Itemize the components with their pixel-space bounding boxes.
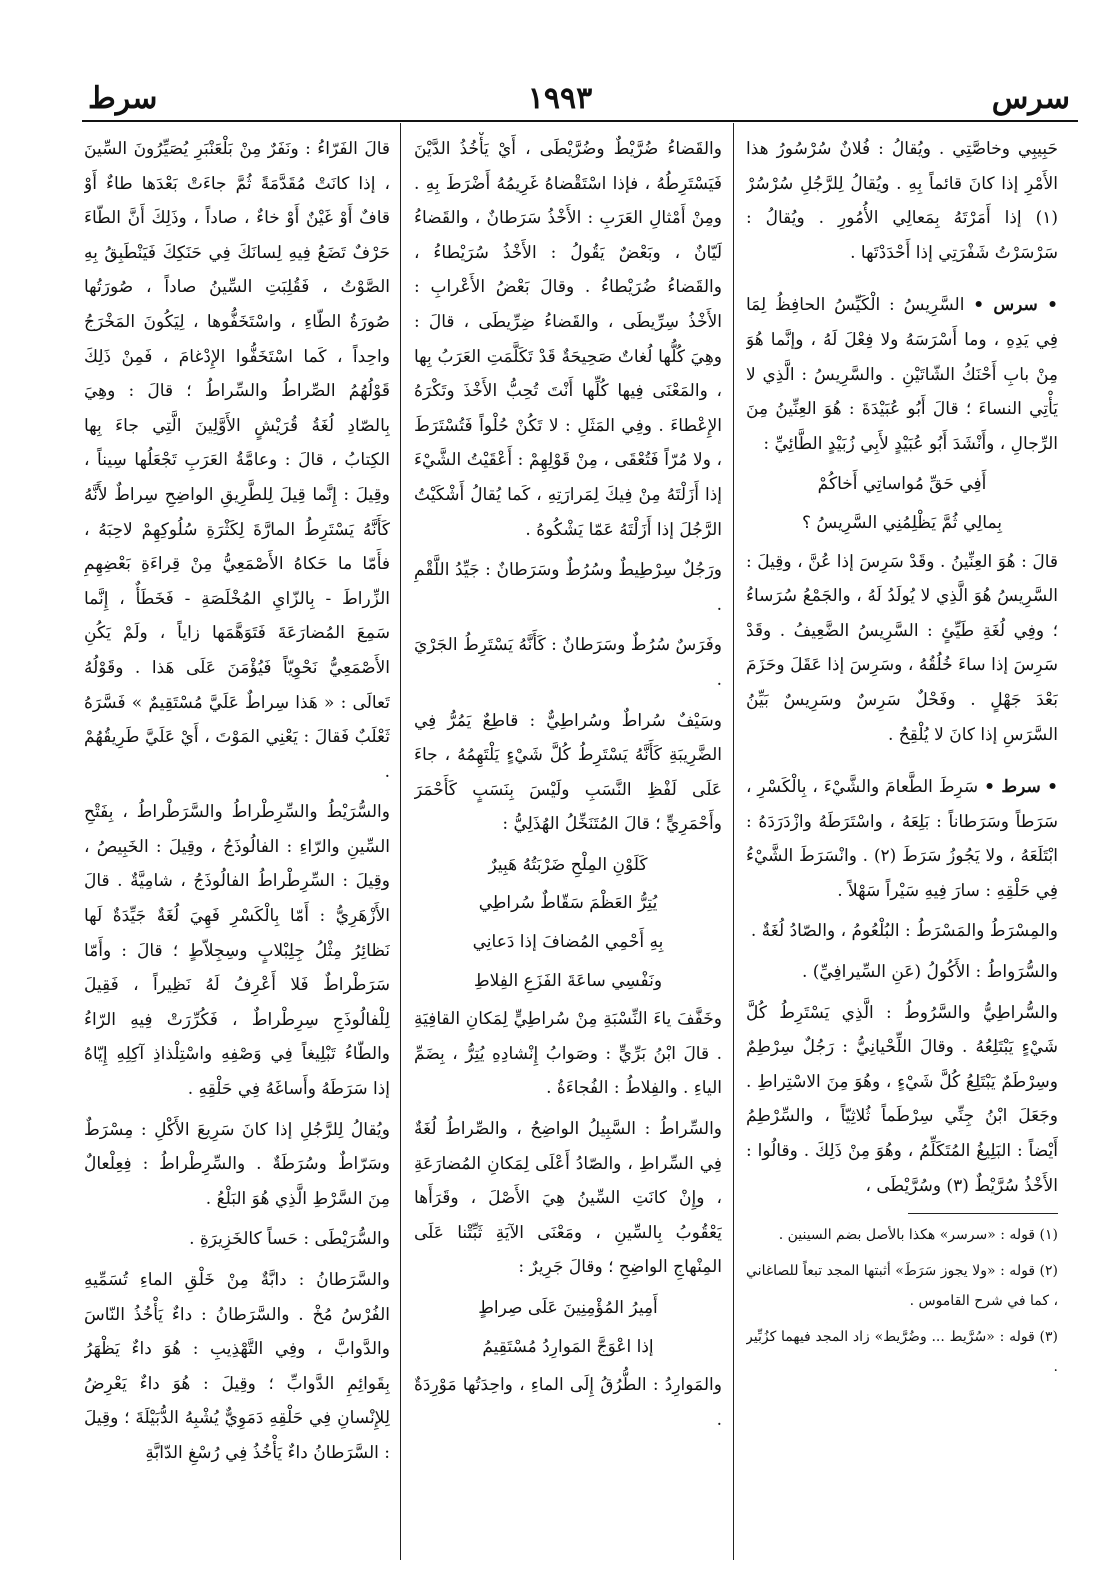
paragraph: والسِّراطُ : السَّبِيلُ الواضِحُ ، والصِّراطُ لُغَةٌ فِي السِّراطِ ، والصّادُ أَعْلَى لِمَكانِ المُضارَعَةِ ، وإِنْ كانَتِ السِّينُ هِيَ الأَصْلَ ، وقَرَأَها يَعْقُوبُ بِالسِّينِ ، ومَعْنَى الآيَةِ ثَبِّتْنا عَلَى المِنْهاجِ الواضِحِ ؛ وقالَ جَرِيرٌ : <box>414 1119 722 1278</box>
entry-sirs <box>746 288 1058 461</box>
paragraph: والسُّرَيْطُ والسِّرِطْراطُ والسَّرَطْراطُ ، بِفَتْحِ السِّينِ والرّاءِ : الفالُوذَجُ ، وقِيلَ : الخَبِيصُ ، وقِيلَ : السِّرِطْراطُ الفالُوذَجُ ، شامِيَّةٌ . قالَ الأَزْهَرِيُّ : أَمّا بِالْكَسْرِ فَهِيَ لُغَةٌ جَيِّدَةٌ لَها نَظائِرُ مِثْلُ جِلِبْلابٍ وسِجِلاّطٍ ؛ قالَ : وأَمّا سَرَطْراطٌ فَلا أَعْرِفُ لَهُ نَظِيراً ، فَقِيلَ لِلْفالُوذَجِ سِرِطْراطٌ ، فَكُرِّرَتْ فِيهِ الرّاءُ والطّاءُ تَبْلِيغاً فِي وَصْفِهِ واسْتِلْذاذِ آكِلِهِ إِيّاهُ إذا سَرَطَهُ وأَساغَهُ فِي حَلْقِهِ . <box>84 802 390 1100</box>
paragraph: قالَ الفَرّاءُ : ونَفَرٌ مِنْ بَلْعَنْبَرِ يُصَيِّرُونَ السِّينَ ، إذا كانَتْ مُقَدَّمَةً ثُمَّ جاءَتْ بَعْدَها طاءٌ أَوْ قافٌ أَوْ غَيْنٌ أَوْ خاءٌ ، صاداً ، وذَلِكَ أَنَّ الطّاءَ حَرْفٌ تَضَعُ فِيهِ لِسانَكَ فِي حَنَكِكَ فَيَنْطَبِقُ بِهِ الصَّوْتُ ، فَقُلِبَتِ السِّينُ صاداً ، صُورَتُها صُورَةُ الطّاءِ ، واسْتَخَفُّوها ، لِيَكُونَ المَخْرَجُ واحِداً ، كَما اسْتَخَفُّوا الإِدْغامَ ، فَمِنْ ذَلِكَ قَوْلُهُمُ الصِّراطُ والسِّراطُ ؛ قالَ : وهِيَ بِالصّادِ لُغَةُ قُرَيْشٍ الأَوَّلِينَ الَّتِي جاءَ بِها الكِتابُ ، قالَ : وعامَّةُ العَرَبِ تَجْعَلُها سِيناً ، وقِيلَ : إِنَّما قِيلَ لِلطَّرِيقِ الواضِحِ سِراطٌ لأَنَّهُ كَأَنَّهُ يَسْتَرِطُ المارَّةَ لِكَثْرَةِ سُلُوكِهِمْ لاحِبَهُ ، فأَمّا ما حَكاهُ الأَصْمَعِيُّ مِنْ قِراءَةِ بَعْضِهِمِ الزِّراطَ - بِالزّايِ المُخْلَصَةِ - فَخَطَأٌ ، إِنَّما سَمِعَ المُضارَعَةَ فَتَوَهَّمَها زاياً ، ولَمْ يَكُنِ الأَصْمَعِيُّ نَحْوِيّاً فَيُؤْمَنَ عَلَى هَذا . وقَوْلُهُ تَعالَى : « هَذا سِراطٌ عَلَيَّ مُسْتَقِيمٌ » فَسَّرَهُ ثَعْلَبٌ فَقالَ : يَعْنِي المَوْتَ ، أَيْ عَلَيَّ طَرِيقُهُمْ . <box>84 139 390 782</box>
header-rule <box>82 120 1078 122</box>
verse-line: ونَفْسِي ساعَةَ الفَزَعِ الفِلاطِ <box>473 970 663 991</box>
paragraph: قالَ : هُوَ العِنِّينُ . وقَدْ سَرِسَ إذا عُنَّ ، وقِيلَ : السَّرِيسُ هُوَ الَّذِي لا يُولَدُ لَهُ ، والجَمْعُ سُرَساءُ ؛ وفِي لُغَةِ طَيِّئٍ : السَّرِيسُ الضَّعِيفُ . وقَدْ سَرِسَ إذا ساءَ خُلُقُهُ ، وسَرِسَ إذا عَقَلَ وحَزَمَ بَعْدَ جَهْلٍ . وفَحْلٌ سَرِسٌ وسَرِيسٌ بَيِّنُ السَّرَسِ إذا كانَ لا يُلْقِحُ . <box>746 551 1058 745</box>
entry-text: سَرِطَ الطَّعامَ والشَّيْءَ ، بِالْكَسْرِ ، سَرَطاً وسَرَطاناً : بَلِعَهُ ، واسْتَرَطَهُ وازْدَرَدَهُ : ابْتَلَعَهُ ، ولا يَجُوزُ سَرَطَ (٢) . وانْسَرَطَ الشَّيْءُ فِي حَلْقِهِ : سارَ فِيهِ سَيْراً سَهْلاً . <box>746 777 1058 901</box>
verse-line: بِهِ أَحْمِي المُضافَ إذا دَعانِي <box>472 932 664 953</box>
paragraph: وخَفَّفَ ياءَ النِّسْبَةِ مِنْ سُراطِيٍّ لِمَكانِ القافِيَةِ . قالَ ابْنُ بَرِّيٍّ : وصَوابُ إِنْشادِهِ يُتِرُّ ، بِضَمِّ الياءِ . والفِلاطُ : الفُجاءَةُ . <box>414 1009 722 1099</box>
paragraph: ورَجُلٌ سِرْطِيطٌ وسُرُطٌ وسَرَطانٌ : جَيِّدُ اللَّقْمِ . <box>414 560 722 615</box>
verse-line: بِمالِي ثُمَّ يَظْلِمُنِي السَّرِيسُ ؟ <box>801 512 1003 533</box>
headword: • سرط • <box>984 777 1058 798</box>
paragraph: وفَرَسٌ سُرُطٌ وسَرَطانٌ : كَأَنَّهُ يَسْتَرِطُ الجَرْيَ . <box>414 635 722 690</box>
running-head-right: سرس <box>991 81 1070 116</box>
verse-line: أَمِيرُ المُؤْمِنِينَ عَلَى صِراطٍ <box>478 1298 658 1318</box>
paragraph: والقَضاءُ ضُرَّيْطٌ وضُرَّيْطَى ، أَيْ يَأْخُذُ الدَّيْنَ فَيَسْتَرِطُهُ ، فإذا اسْتَقْضاهُ غَرِيمُهُ أَضْرَطَ بِهِ . ومِنْ أَمْثالِ العَرَبِ : الأَخْذُ سَرَطانٌ ، والقَضاءُ لَيّانٌ ، وبَعْضٌ يَقُولُ : الأَخْذُ سُرَيْطاءُ ، والقَضاءُ ضُرَيْطاءُ . وقالَ بَعْضُ الأَعْرابِ : الأَخْذُ سِرِّيطَى ، والقَضاءُ ضِرِّيطَى ، قالَ : وهِيَ كُلُّها لُغاتٌ صَحِيحَةٌ قَدْ تَكَلَّمَتِ العَرَبُ بِها ، والمَعْنَى فِيها كُلِّها أَنْتَ تُحِبُّ الأَخْذَ وتَكْرَهُ الإِعْطاءَ . وفِي المَثَلِ : لا تَكُنْ حُلْواً فَتُسْتَرَطَ ، ولا مُرّاً فَتُعْقَى ، مِنْ قَوْلِهِمْ : أَعْقَيْتُ الشَّيْءَ إذا أَزَلْتَهُ مِنْ فِيكَ لِمَرارَتِهِ ، كَما يُقالُ أَشْكَيْتُ الرَّجُلَ إذا أَزَلْتَهُ عَمّا يَشْكُوهُ . <box>414 139 722 540</box>
column-divider-left <box>400 123 401 1560</box>
paragraph: والسُّراطِيُّ والسَّرُوطُ : الَّذِي يَسْتَرِطُ كُلَّ شَيْءٍ يَبْتَلِعُهُ . وقالَ اللِّحْيانِيُّ : رَجُلٌ سِرْطِمٌ وسِرْطَمٌ يَبْتَلِعُ كُلَّ شَيْءٍ ، وهُوَ مِنَ الاسْتِراطِ . وجَعَلَ ابْنُ جِنِّي سِرْطَماً ثُلاثِيّاً ، والسِّرْطِمُ أَيْضاً : البَلِيغُ المُتَكَلِّمُ ، وهُوَ مِنْ ذَلِكَ . وقالُوا : الأَخْذُ سُرَّيْطٌ (٣) وسُرَّيْطَى ، <box>746 1002 1058 1196</box>
paragraph: والسُّرَواطُ : الأَكُولُ (عَنِ السِّيرافِيِّ) . <box>801 962 1058 983</box>
paragraph: والمَوارِدُ : الطُّرُقُ إِلَى الماءِ ، واحِدَتُها مَوْرِدَةٌ . <box>414 1375 722 1430</box>
entry-sirt <box>746 770 1058 908</box>
footnote: (٢) قوله : «ولا يجوز سَرَطَ» أثبتها المجد تبعاً للصاغاني ، كما في شرح القاموس . <box>746 1263 1058 1310</box>
column-right <box>746 132 1058 1562</box>
verse-line: كَلَوْنِ المِلْحِ ضَرْبَتُهُ هَبِيرٌ <box>488 854 648 875</box>
paragraph: والسُّرَيْطَى : حَساً كالخَزِيرَةِ . <box>189 1229 390 1250</box>
headword: • سرس • <box>973 295 1058 316</box>
column-middle <box>414 132 722 1562</box>
paragraph: والسَّرَطانُ : دابَّةٌ مِنْ خَلْقِ الماءِ تُسَمِّيهِ الفُرْسُ مُخْ . والسَّرَطانُ : داءٌ يَأْخُذُ النّاسَ والدَّوابَّ ، وفِي التَّهْذِيبِ : هُوَ داءٌ يَظْهَرُ بِقَوائِمِ الدَّوابِّ ؛ وقِيلَ : هُوَ داءٌ يَعْرِضُ لِلإِنْسانِ فِي حَلْقِهِ دَمَوِيٌّ يُشْبِهُ الدُّبَيْلَةَ ؛ وقِيلَ : السَّرَطانُ داءٌ يَأْخُذُ فِي رُسْغِ الدّابَّةِ <box>84 1270 390 1463</box>
paragraph: والمِسْرَطُ والمَسْرَطُ : البُلْعُومُ ، والصّادُ لُغَةٌ . <box>750 921 1058 942</box>
paragraph: وسَيْفٌ سُراطٌ وسُراطِيٌّ : قاطِعٌ يَمُرُّ فِي الضَّرِيبَةِ كَأَنَّهُ يَسْتَرِطُ كُلَّ شَيْءٍ يَلْتَهِمُهُ ، جاءَ عَلَى لَفْظِ النَّسَبِ ولَيْسَ بِنَسَبٍ كَأَحْمَرَ وأَحْمَرِيٍّ ؛ قالَ المُتَنَخِّلُ الهُذَلِيُّ : <box>414 710 722 835</box>
verse-line: يُتِرُّ العَظْمَ سَقّاطٌ سُراطِي <box>478 893 658 914</box>
page-number: ١٩٩٣ <box>527 81 593 116</box>
footnote: (٣) قوله : «سُرَّيط ... وضُرَّيط» زاد المجد فيهما كزُبِّير . <box>746 1329 1058 1376</box>
entry-text: السَّرِيسُ : الْكَيِّسُ الحافِظُ لِمَا فِي يَدِهِ ، وما أَسْرَسَهُ ولا فِعْلَ لَهُ ، وإنَّما هُوَ مِنْ بابِ أَحْنَكُ الشّاتَيْنِ . والسَّرِيسُ : الَّذِي لا يَأْتِي النساءَ ؛ قالَ أَبُو عُبَيْدَةَ : هُوَ العِنِّينُ مِنَ الرِّجالِ ، وأَنْشَدَ أَبُو عُبَيْدٍ لأَبِي زُبَيْدٍ الطَّائِيِّ : <box>746 295 1058 454</box>
column-left <box>84 132 390 1562</box>
footnote: (١) قوله : «سرسر» هكذا بالأصل بضم السينين . <box>778 1227 1058 1244</box>
verse-line: إذا اعْوَجَّ المَوارِدُ مُسْتَقِيمُ <box>482 1336 654 1357</box>
running-head-left: سرط <box>88 81 158 116</box>
footnote-rule <box>908 1213 1058 1214</box>
verse-line: أَفِي حَقِّ مُواساتِي أَخاكُمْ <box>817 474 987 495</box>
paragraph: حَبِيبِي وخاصَّتِي . ويُقالُ : فُلانٌ سُرْسُورُ هذا الأَمْرِ إذا كانَ قائماً بِهِ . ويُقالُ لِلرَّجُلِ سُرْسُرْ (١) إذا أَمَرْتَهُ بِمَعالِي الأُمُورِ . ويُقالُ : سَرْسَرْتُ شَفْرَتِي إذا أَحْدَدْتَها . <box>746 139 1058 263</box>
column-divider-right <box>733 123 734 1560</box>
paragraph: ويُقالُ لِلرَّجُلِ إذا كانَ سَرِيعَ الأَكْلِ : مِسْرَطٌ وسَرّاطٌ وسُرَطَةٌ . والسِّرِطْراطُ : فِعِلْعالٌ مِنَ السَّرْطِ الَّذِي هُوَ البَلْعُ . <box>84 1119 390 1209</box>
